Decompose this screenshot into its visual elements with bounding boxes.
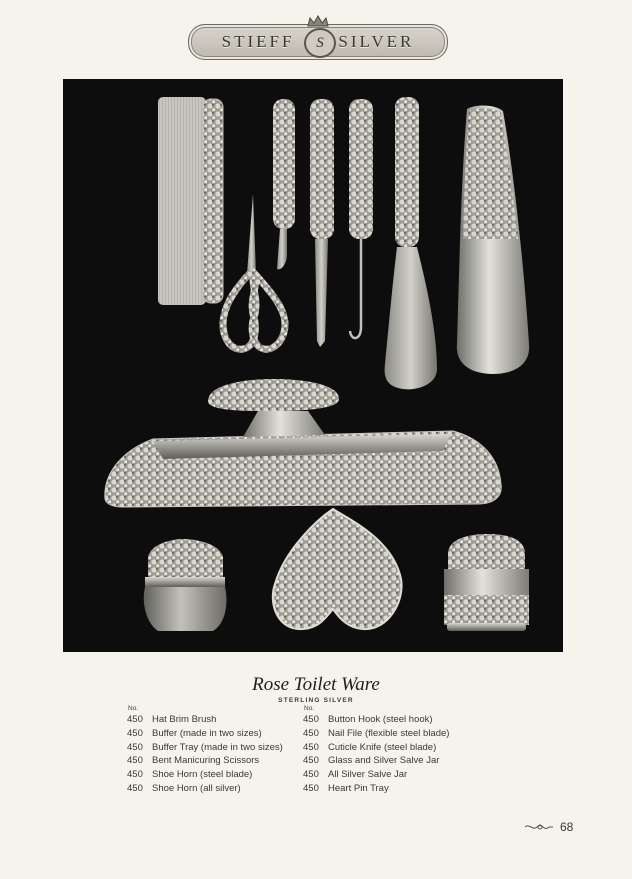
item-number: 450 [127,741,143,753]
page-footer [524,820,573,834]
item-number: 450 [303,727,319,739]
page-subtitle: STERLING SILVER [278,697,354,704]
list-item [303,769,449,783]
column-header-no: No. [128,705,139,712]
list-item [303,742,449,756]
item-name: Shoe Horn (steel blade) [152,769,253,781]
column-header-no: No. [304,705,315,712]
list-item [127,769,283,783]
list-item [303,783,449,797]
list-item [127,714,283,728]
button-hook [349,99,373,338]
list-item [127,755,283,769]
silverware-illustration [63,79,563,652]
item-name: Nail File (flexible steel blade) [328,727,450,739]
shoe-horn-all-silver [457,105,529,374]
item-name: Hat Brim Brush [152,714,217,725]
all-silver-salve-jar [444,534,529,631]
hat-brim-brush [158,97,223,305]
list-item [127,728,283,742]
monogram-letter: S [316,34,324,51]
item-name: Heart Pin Tray [328,782,389,794]
glass-and-silver-salve-jar [144,539,227,631]
item-number: 450 [127,782,143,794]
item-number: 450 [303,769,319,781]
banner-right-text: SILVER [338,32,415,51]
list-item [127,783,283,797]
item-name: Glass and Silver Salve Jar [328,755,440,767]
monogram-badge [304,28,336,58]
item-name: Cuticle Knife (steel blade) [328,741,437,753]
shoe-horn-steel-blade [385,97,437,389]
item-number: 450 [303,782,319,794]
item-number: 450 [303,741,319,753]
buffer-and-tray [105,379,501,507]
list-item [303,714,449,728]
ornament-icon [524,822,554,832]
item-number: 450 [303,714,319,725]
item-name: All Silver Salve Jar [328,769,408,781]
item-list-left [127,705,283,797]
item-number: 450 [127,714,143,725]
item-name: Shoe Horn (all silver) [152,782,241,794]
item-list-right [303,705,449,797]
page-title: Rose Toilet Ware [252,674,380,695]
item-name: Bent Manicuring Scissors [152,755,260,767]
brand-banner [188,24,448,60]
item-name: Button Hook (steel hook) [328,714,433,725]
heart-pin-tray [273,509,402,629]
nail-file [310,99,334,347]
list-item [303,728,449,742]
list-item [127,742,283,756]
page-number: 68 [560,820,574,834]
item-number: 450 [127,769,143,781]
list-item [303,755,449,769]
item-name: Buffer (made in two sizes) [152,727,262,739]
item-name: Buffer Tray (made in two sizes) [152,741,283,753]
product-photo [63,79,563,652]
cuticle-knife [273,99,295,269]
item-number: 450 [127,727,143,739]
crown-icon [307,15,329,27]
item-number: 450 [127,755,143,767]
banner-left-text: STIEFF [221,32,295,51]
item-number: 450 [303,755,319,767]
